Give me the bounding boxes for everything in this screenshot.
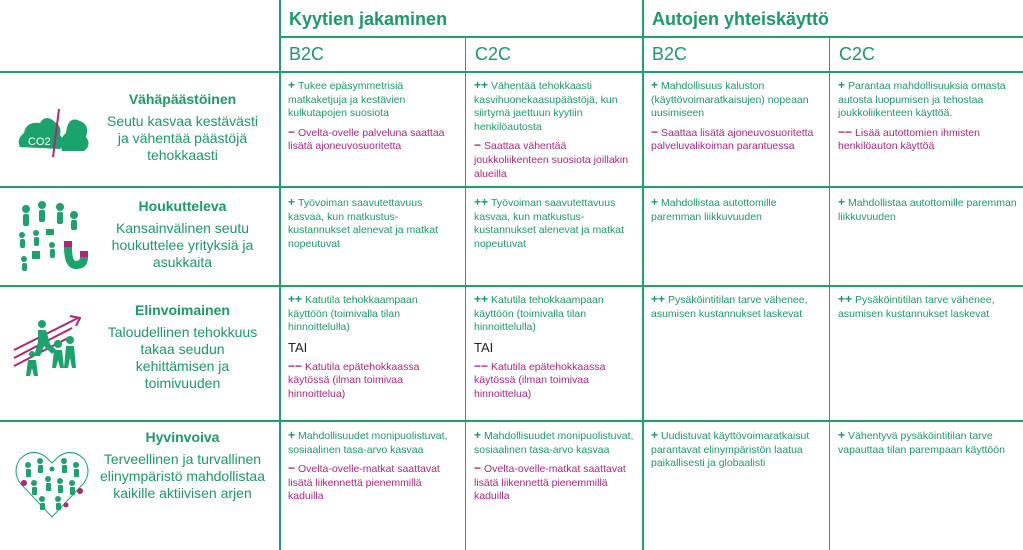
row-description: Taloudellinen tehokkuus takaa seudun kehittämisen ja toimivuuden xyxy=(107,324,258,391)
effect-symbol: + xyxy=(838,428,846,442)
row-title: Houkutteleva xyxy=(138,198,227,214)
cell-r3-c3 xyxy=(651,293,823,321)
row-description: Terveellinen ja turvallinen elinympäristö mahdollistaa kaikille aktiivisen arjen xyxy=(100,451,265,501)
effect-text: Katutila epätehokkaassa käytössä (ilman toimivaa hinnoittelua) xyxy=(474,360,606,400)
effect-text: Pysäköintitilan tarve vähenee, asumisen kustannukset laskevat xyxy=(651,294,808,320)
attraction-magnet-icon xyxy=(12,195,92,275)
effect-symbol: −− xyxy=(474,358,489,373)
effect-text: TAI xyxy=(474,339,494,355)
group-title-car-sharing: Autojen yhteiskäyttö xyxy=(652,9,830,29)
effect-symbol: + xyxy=(288,195,296,209)
effect-text: Vähentää tehokkaasti kasvihuonekaasupäästöjä, kun siirtymä jaettuun kyytiin henkilöautosta xyxy=(474,80,618,133)
cell-r2-c3 xyxy=(651,196,823,224)
cell-r1-c4 xyxy=(838,79,1018,154)
effect-symbol: ++ xyxy=(288,292,303,306)
co2-cloud-icon xyxy=(12,95,92,175)
effect-symbol: ++ xyxy=(651,292,666,306)
positive-effect xyxy=(838,293,1018,321)
effect-symbol: − xyxy=(288,124,296,139)
effect-symbol: ++ xyxy=(838,292,853,306)
effect-text: Mahdollistaa autottomille paremman liikkuvuuden xyxy=(651,197,777,223)
positive-effect xyxy=(474,429,636,457)
effect-symbol: − xyxy=(288,461,296,476)
cell-r3-c2 xyxy=(474,293,636,402)
effect-symbol: + xyxy=(288,78,296,92)
cell-r3-c1 xyxy=(288,293,460,402)
negative-effect xyxy=(474,139,636,181)
effect-symbol: + xyxy=(838,78,846,92)
positive-effect xyxy=(838,196,1018,224)
effect-text: Ovelta-ovelle-matkat saattavat lisätä liikennettä pienemmillä kaduilla xyxy=(288,463,440,503)
effect-text: Vähentyvä pysäköintitilan tarve vapauttaa tilan parempaan käyttöön xyxy=(838,430,1005,456)
effect-text: Tukee epäsymmetrisiä matkaketjuja ja kestävien kulkutapojen suosiota xyxy=(288,80,406,120)
effect-text: Katutila epätehokkaassa käytössä (ilman toimivaa hinnoittelua) xyxy=(288,360,420,400)
row-header-wellbeing xyxy=(100,429,265,502)
effect-symbol: − xyxy=(651,124,659,139)
cell-r1-c3 xyxy=(651,79,823,154)
cell-r2-c2 xyxy=(474,196,636,251)
effect-text: Saattaa lisätä ajoneuvosuoritetta palveluvalikoiman parantuessa xyxy=(651,126,814,153)
positive-effect xyxy=(288,293,460,335)
effect-symbol: −− xyxy=(288,358,303,373)
column-header-c2c-1: C2C xyxy=(475,44,512,64)
positive-effect xyxy=(474,293,636,335)
row-description: Kansainvälinen seutu houkuttelee yrityksiä ja asukkaita xyxy=(111,220,254,270)
group-title-ride-sharing: Kyytien jakaminen xyxy=(289,9,448,29)
effect-text: Saattaa vähentää joukkoliikenteen suosiota joillakin alueilla xyxy=(474,140,629,180)
negative-effect xyxy=(838,126,1018,154)
effect-symbol: ++ xyxy=(474,195,489,209)
cell-r2-c1 xyxy=(288,196,460,251)
positive-effect xyxy=(288,429,460,457)
effect-text: Ovelta-ovelle palveluna saattaa lisätä ajoneuvosuoritetta xyxy=(288,126,445,153)
effect-symbol: −− xyxy=(838,124,853,139)
positive-effect xyxy=(651,196,823,224)
cell-r4-c2 xyxy=(474,429,636,504)
wellbeing-heart-icon xyxy=(12,443,92,523)
row-title: Elinvoimainen xyxy=(135,302,230,318)
negative-effect xyxy=(288,126,460,154)
row-header-low-emission xyxy=(100,91,265,164)
effect-text: Lisää autottomien ihmisten henkilöauton käyttöä xyxy=(838,126,980,153)
effect-text: Mahdollisuudet monipuolistuvat, sosiaalinen tasa-arvo kasvaa xyxy=(474,430,634,456)
column-header-c2c-2: C2C xyxy=(839,44,876,64)
effect-symbol: + xyxy=(651,428,659,442)
effect-text: Työvoiman saavutettavuus kasvaa, kun matkustus-kustannukset alenevat ja matkat nopeutuvat xyxy=(288,197,439,250)
positive-effect xyxy=(651,429,823,471)
effect-symbol: ++ xyxy=(474,292,489,306)
effect-symbol: + xyxy=(288,428,296,442)
effect-text: TAI xyxy=(288,339,308,355)
or-separator xyxy=(288,340,460,355)
positive-effect xyxy=(651,293,823,321)
effect-text: Uudistuvat käyttövoimaratkaisut parantavat elinympäristön laatua paikallisesti ja globaalisti xyxy=(651,430,810,470)
column-header-b2c-2: B2C xyxy=(652,44,688,64)
svg-text:CO2: CO2 xyxy=(28,136,51,148)
effect-text: Pysäköintitilan tarve vähenee, asumisen kustannukset laskevat xyxy=(838,294,995,320)
positive-effect xyxy=(474,196,636,251)
effect-symbol: ++ xyxy=(474,78,489,92)
negative-effect xyxy=(474,360,636,402)
effect-symbol: − xyxy=(474,138,482,153)
effect-text: Parantaa mahdollisuuksia omasta autosta luopumisen ja tehostaa joukkoliikenteen käyttöä. xyxy=(838,80,1006,120)
positive-effect xyxy=(288,196,460,251)
effect-symbol: − xyxy=(474,461,482,476)
effect-symbol: + xyxy=(651,78,659,92)
cell-r2-c4 xyxy=(838,196,1018,224)
negative-effect xyxy=(474,462,636,504)
positive-effect xyxy=(838,429,1018,457)
positive-effect xyxy=(288,79,460,121)
column-header-b2c-1: B2C xyxy=(289,44,325,64)
cell-r3-c4 xyxy=(838,293,1018,321)
effect-text: Mahdollistaa autottomille paremman liikkuvuuden xyxy=(838,197,1017,223)
effect-text: Ovelta-ovelle-matkat saattavat lisätä liikennettä pienemmillä kaduilla xyxy=(474,463,626,503)
effect-symbol: + xyxy=(474,428,482,442)
row-header-attractive xyxy=(100,198,265,271)
effect-text: Työvoiman saavutettavuus kasvaa, kun matkustus-kustannukset alenevat ja matkat nopeutuvat xyxy=(474,197,625,250)
cell-r4-c3 xyxy=(651,429,823,471)
effect-symbol: + xyxy=(838,195,846,209)
negative-effect xyxy=(288,462,460,504)
effect-symbol: + xyxy=(651,195,659,209)
growth-runners-icon xyxy=(12,310,92,390)
effect-text: Mahdollisuus kaluston (käyttövoimaratkaisujen) nopeaan uusimiseen xyxy=(651,80,809,120)
effect-text: Mahdollisuudet monipuolistuvat, sosiaalinen tasa-arvo kasvaa xyxy=(288,430,448,456)
negative-effect xyxy=(651,126,823,154)
positive-effect xyxy=(474,79,636,134)
cell-r1-c1 xyxy=(288,79,460,154)
effect-text: Katutila tehokkaampaan käyttöön (toimivalla tilan hinnoittelulla) xyxy=(474,294,604,334)
positive-effect xyxy=(651,79,823,121)
effect-text: Katutila tehokkaampaan käyttöön (toimivalla tilan hinnoittelulla) xyxy=(288,294,418,334)
or-separator xyxy=(474,340,636,355)
negative-effect xyxy=(288,360,460,402)
cell-r4-c4 xyxy=(838,429,1018,457)
cell-r4-c1 xyxy=(288,429,460,504)
row-header-vital xyxy=(100,302,265,392)
cell-r1-c2 xyxy=(474,79,636,181)
row-title: Vähäpäästöinen xyxy=(128,91,237,107)
row-title: Hyvinvoiva xyxy=(145,429,220,445)
positive-effect xyxy=(838,79,1018,121)
row-description: Seutu kasvaa kestävästi ja vähentää päästöjä tehokkaasti xyxy=(107,113,258,163)
